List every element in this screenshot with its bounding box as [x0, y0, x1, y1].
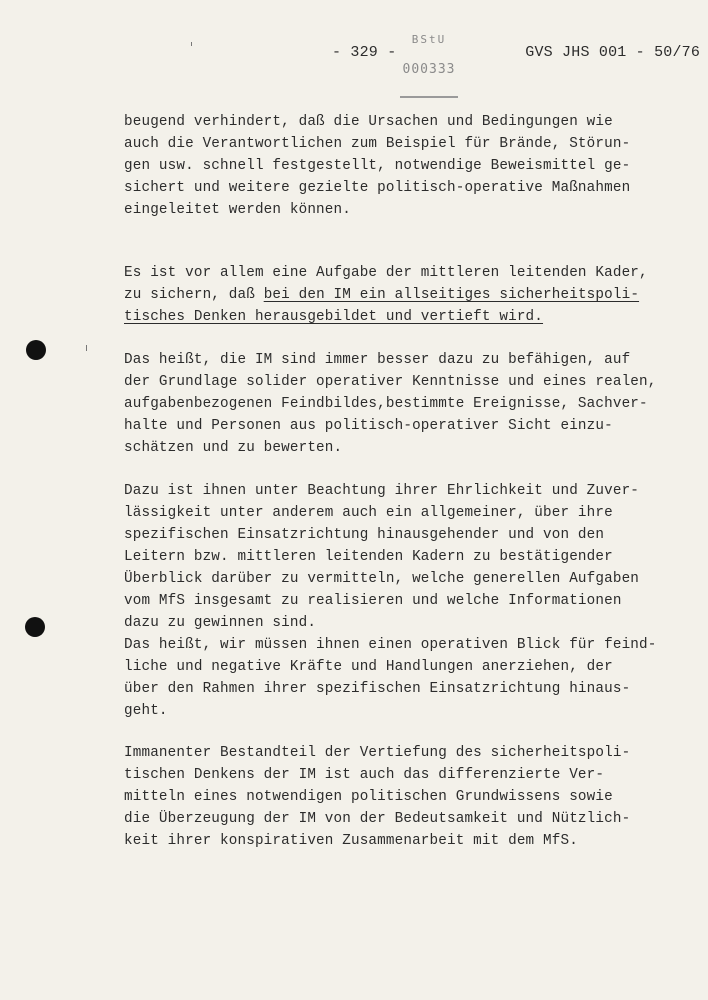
- underlined-line: tisches Denken herausgebildet und vertieft wird.: [124, 309, 544, 325]
- text-line: spezifischen Einsatzrichtung hinausgehender und von den: [124, 527, 605, 543]
- text-line: Es ist vor allem eine Aufgabe der mittleren leitenden Kader,: [124, 265, 648, 281]
- text-line: der Grundlage solider operativer Kenntnisse und eines realen,: [124, 374, 657, 390]
- archive-stamp: [396, 34, 462, 78]
- text-line: aufgabenbezogenen Feindbildes,bestimmte Ereignisse, Sachver-: [124, 396, 648, 412]
- text-line: keit ihrer konspirativen Zusammenarbeit mit dem MfS.: [124, 833, 578, 849]
- paper-mark: [86, 345, 87, 351]
- text-line: auch die Verantwortlichen zum Beispiel für Brände, Störun-: [124, 136, 631, 152]
- text-line: tischen Denkens der IM ist auch das differenzierte Ver-: [124, 767, 605, 783]
- paper-mark: [191, 42, 192, 46]
- text-line: eingeleitet werden können.: [124, 202, 351, 218]
- text-line: schätzen und zu bewerten.: [124, 440, 343, 456]
- text-line: geht.: [124, 703, 168, 719]
- text-line: Immanenter Bestandteil der Vertiefung des sicherheitspoli-: [124, 745, 631, 761]
- stamp-number: 000333: [402, 62, 456, 77]
- page-number: - 329 -: [332, 44, 397, 61]
- page-header: [332, 44, 700, 61]
- punch-hole: [26, 340, 46, 360]
- text-line: mitteln eines notwendigen politischen Grundwissens sowie: [124, 789, 613, 805]
- text-line: die Überzeugung der IM von der Bedeutsamkeit und Nützlich-: [124, 811, 631, 827]
- text-line: vom MfS insgesamt zu realisieren und welche Informationen: [124, 593, 622, 609]
- text-line: Überblick darüber zu vermitteln, welche generellen Aufgaben: [124, 571, 640, 587]
- text-line: [124, 286, 639, 304]
- text-line: über den Rahmen ihrer spezifischen Einsatzrichtung hinaus-: [124, 681, 631, 697]
- stamp-divider: [400, 96, 458, 98]
- text-line: Das heißt, die IM sind immer besser dazu zu befähigen, auf: [124, 352, 631, 368]
- text-line: sichert und weitere gezielte politisch-operative Maßnahmen: [124, 180, 631, 196]
- classification-mark: GVS JHS 001 - 50/76: [525, 44, 701, 61]
- text-line: halte und Personen aus politisch-operativer Sicht einzu-: [124, 418, 613, 434]
- text-line: liche und negative Kräfte und Handlungen anerziehen, der: [124, 659, 613, 675]
- text-line: beugend verhindert, daß die Ursachen und Bedingungen wie: [124, 114, 613, 130]
- text-span: zu sichern, daß: [124, 287, 264, 303]
- text-line: Leitern bzw. mittleren leitenden Kadern zu bestätigender: [124, 549, 613, 565]
- text-line: dazu zu gewinnen sind.: [124, 615, 317, 631]
- text-line: Das heißt, wir müssen ihnen einen operativen Blick für feind-: [124, 637, 657, 653]
- underlined-text: bei den IM ein allseitiges sicherheitspoli-: [263, 287, 640, 303]
- text-line: gen usw. schnell festgestellt, notwendige Beweismittel ge-: [124, 158, 631, 174]
- stamp-label: BStU: [411, 33, 447, 46]
- text-line: lässigkeit unter anderem auch ein allgemeiner, über ihre: [124, 505, 613, 521]
- text-line: Dazu ist ihnen unter Beachtung ihrer Ehrlichkeit und Zuver-: [124, 483, 640, 499]
- punch-hole: [25, 617, 45, 637]
